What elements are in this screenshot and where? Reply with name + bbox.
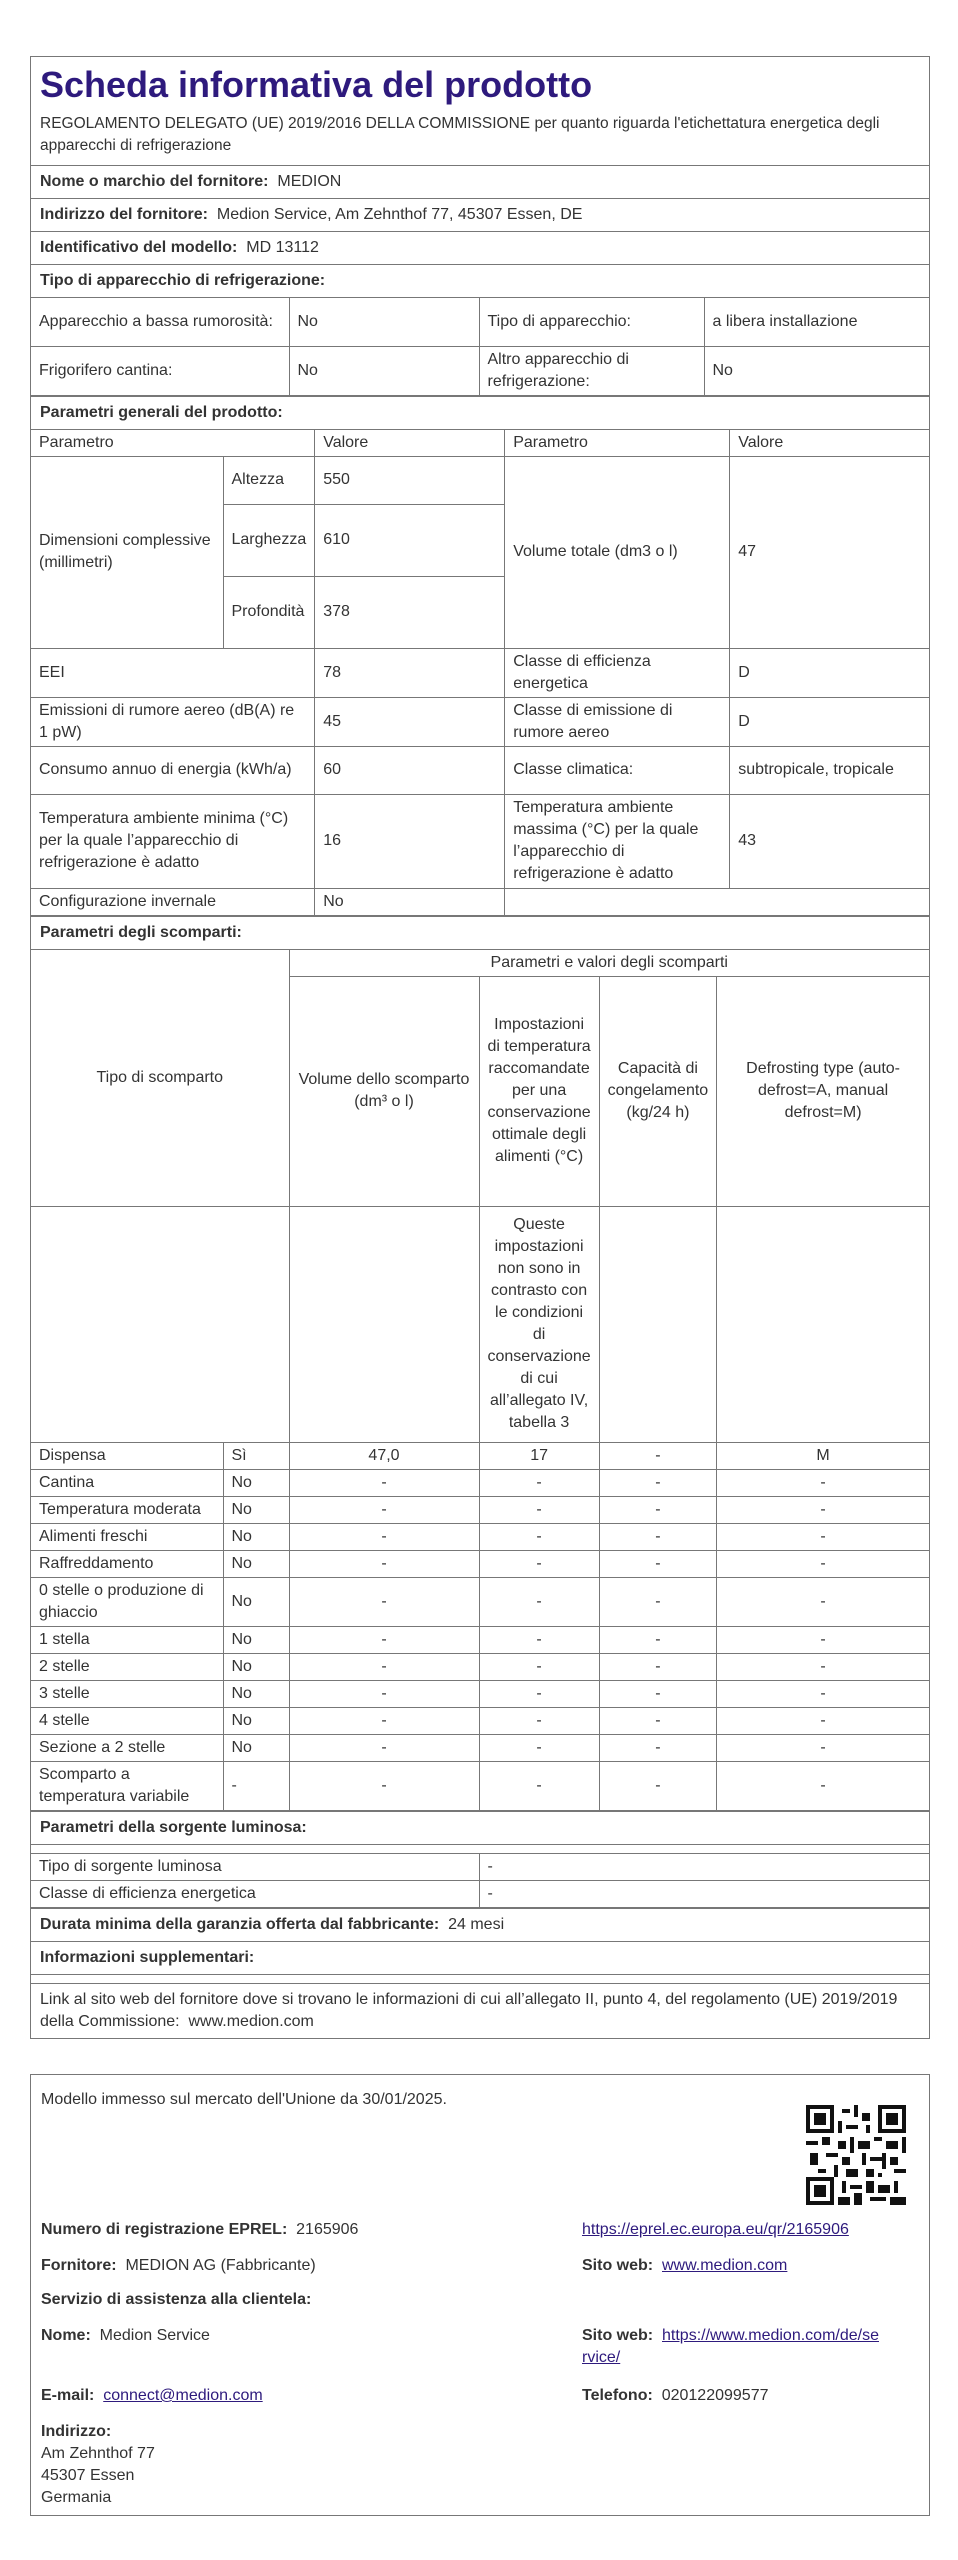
efficiency-class-label: Classe di efficienza energetica [505,648,730,697]
climate-class-value: subtropicale, tropicale [730,746,929,794]
compartment-row [31,1496,929,1523]
compartment-volume: - [289,1653,479,1680]
height-label: Altezza [223,456,315,504]
compartment-defrost: - [717,1577,929,1626]
compartment-name: Scomparto a temperatura variabile [31,1761,223,1810]
volume-value: 47 [730,456,929,648]
compartment-volume: - [289,1707,479,1734]
registration-box [30,2074,930,2516]
compartment-params-header: Parametri e valori degli scomparti [289,950,929,977]
compartment-defrost: - [717,1550,929,1577]
winter-config-label: Configurazione invernale [31,888,315,915]
compartment-freeze: - [599,1626,717,1653]
compartment-present: Sì [223,1442,289,1469]
compartment-volume: - [289,1761,479,1810]
compartment-freeze: - [599,1653,717,1680]
compartment-defrost: - [717,1761,929,1810]
type-value: a libera installazione [704,298,929,346]
compartment-present: No [223,1734,289,1761]
height-value: 550 [315,456,505,504]
service-heading: Servizio di assistenza alla clientela: [41,2291,312,2308]
compartment-defrost: - [717,1469,929,1496]
compartment-defrost: - [717,1734,929,1761]
general-params-table [31,430,929,916]
compartment-volume: - [289,1734,479,1761]
extra-info-row [31,1984,929,2038]
compartment-volume: - [289,1523,479,1550]
compartment-row [31,1761,929,1810]
eprel-link[interactable]: https://eprel.ec.europa.eu/qr/2165906 [582,2221,849,2238]
compartment-row [31,1577,929,1626]
service-web-label: Sito web: [582,2327,654,2344]
model-value: MD 13112 [246,239,319,256]
compartment-present: - [223,1761,289,1810]
postal-address [41,2421,155,2509]
eprel-label: Numero di registrazione EPREL: [41,2221,288,2238]
compartment-name: 4 stelle [31,1707,223,1734]
compartment-volume: - [289,1577,479,1626]
note-spacer-defrost [717,1206,929,1442]
qr-code-icon[interactable] [806,2105,906,2205]
compartment-volume: - [289,1626,479,1653]
temp-settings-note: Queste impostazioni non sono in contrasto con le condizioni di conservazione di cui all’allegato IV, tabella 3 [479,1206,599,1442]
tmax-label: Temperatura ambiente massima (°C) per la quale l’apparecchio di refrigerazione è adatto [505,794,730,888]
compartment-freeze: - [599,1734,717,1761]
light-class-value: - [479,1880,929,1907]
compartment-name: 2 stelle [31,1653,223,1680]
empty-cell [505,888,929,915]
defrost-type-header: Defrosting type (auto-defrost=A, manual defrost=M) [717,976,929,1206]
light-source-heading: Parametri della sorgente luminosa: [31,1811,929,1845]
compartment-freeze: - [599,1680,717,1707]
compartment-row [31,1680,929,1707]
compartment-defrost: - [717,1496,929,1523]
address-row [31,199,929,232]
compartment-row [31,1550,929,1577]
efficiency-class-value: D [730,648,929,697]
energy-value: 60 [315,746,505,794]
noise-class-value: D [730,697,929,746]
warranty-row [31,1908,929,1942]
note-spacer [31,1206,289,1442]
service-name-label: Nome: [41,2327,91,2344]
compartment-temp: - [479,1523,599,1550]
depth-label: Profondità [223,576,315,648]
tmin-label: Temperatura ambiente minima (°C) per la quale l’apparecchio di refrigerazione è adatto [31,794,315,888]
product-info-sheet [30,56,930,2039]
service-web-link[interactable]: https://www.medion.com/de/se [662,2327,879,2344]
depth-value: 378 [315,576,505,648]
compartment-present: No [223,1653,289,1680]
website-link[interactable]: www.medion.com [662,2257,788,2274]
compartment-row [31,1469,929,1496]
warranty-label: Durata minima della garanzia offerta dal fabbricante: [40,1915,440,1933]
light-type-label: Tipo di sorgente luminosa [31,1854,479,1881]
compartment-present: No [223,1523,289,1550]
noise-value: 45 [315,697,505,746]
compartment-row [31,1707,929,1734]
compartment-present: No [223,1707,289,1734]
regulation-subtitle: REGOLAMENTO DELEGATO (UE) 2019/2016 DELLA COMMISSIONE per quanto riguarda l'etichettatura energetica degli apparecchi di refrigerazione [31,111,929,166]
compartment-freeze: - [599,1577,717,1626]
supplier-value: MEDION [277,173,342,190]
compartment-present: No [223,1550,289,1577]
appliance-type-table [31,298,929,396]
supplier-row [31,166,929,199]
compartment-freeze: - [599,1469,717,1496]
freeze-capacity-header: Capacità di congelamento (kg/24 h) [599,976,717,1206]
market-text: Modello immesso sul mercato dell'Unione da 30/01/2025. [41,2091,447,2108]
compartment-present: No [223,1496,289,1523]
compartment-temp: - [479,1653,599,1680]
col-param-header-2: Parametro [505,430,730,457]
wine-value: No [289,346,479,395]
postal-address-line3: Germania [41,2489,112,2506]
supplier-footer-row [41,2255,316,2277]
note-spacer-vol [289,1206,479,1442]
energy-label: Consumo annuo di energia (kWh/a) [31,746,315,794]
compartment-temp: - [479,1626,599,1653]
other-appliance-label: Altro apparecchio di refrigerazione: [479,346,704,395]
compartment-name: Dispensa [31,1442,223,1469]
compartments-heading: Parametri degli scomparti: [31,916,929,950]
page-title: Scheda informativa del prodotto [40,64,593,105]
compartment-defrost: M [717,1442,929,1469]
compartment-volume: 47,0 [289,1442,479,1469]
compartment-name: Alimenti freschi [31,1523,223,1550]
model-label: Identificativo del modello: [40,239,238,256]
compartment-defrost: - [717,1523,929,1550]
compartment-freeze: - [599,1442,717,1469]
footer-supplier-label: Fornitore: [41,2257,117,2274]
noise-class-label: Classe di emissione di rumore aereo [505,697,730,746]
compartment-temp: - [479,1550,599,1577]
compartment-defrost: - [717,1626,929,1653]
volume-header: Volume dello scomparto (dm³ o l) [289,976,479,1206]
phone-value: 020122099577 [661,2387,769,2404]
compartment-row [31,1523,929,1550]
col-value-header: Valore [315,430,505,457]
dimensions-label: Dimensioni complessive (millimetri) [31,456,223,648]
model-row [31,232,929,265]
compartment-defrost: - [717,1680,929,1707]
compartment-present: No [223,1469,289,1496]
phone-label: Telefono: [582,2387,653,2404]
footer-supplier-value: MEDION AG (Fabbricante) [125,2257,316,2274]
compartment-name: Sezione a 2 stelle [31,1734,223,1761]
eprel-row [41,2219,358,2241]
compartment-row [31,1442,929,1469]
extra-info-heading: Informazioni supplementari: [31,1942,929,1975]
compartment-name: 0 stelle o produzione di ghiaccio [31,1577,223,1626]
service-web-link-cont[interactable]: rvice/ [582,2349,621,2366]
compartment-temp: 17 [479,1442,599,1469]
compartment-volume: - [289,1680,479,1707]
compartment-volume: - [289,1496,479,1523]
compartment-freeze: - [599,1550,717,1577]
website-row [582,2255,787,2277]
website-label: Sito web: [582,2257,654,2274]
compartment-temp: - [479,1469,599,1496]
compartment-present: No [223,1626,289,1653]
compartment-rows [31,1442,929,1810]
compartment-freeze: - [599,1761,717,1810]
compartment-temp: - [479,1707,599,1734]
extra-info-text: Link al sito web del fornitore dove si trovano le informazioni di cui all’allegato II, punto 4, del regolamento (UE) 2019/2019 della Commissione: [40,1990,898,2030]
compartment-row [31,1626,929,1653]
compartment-freeze: - [599,1523,717,1550]
temp-settings-header: Impostazioni di temperatura raccomandate per una conservazione ottimale degli alimenti (°C) [479,976,599,1206]
service-web-row [582,2325,879,2369]
low-noise-label: Apparecchio a bassa rumorosità: [31,298,289,346]
postal-address-line1: Am Zehnthof 77 [41,2445,155,2462]
light-class-label: Classe di efficienza energetica [31,1880,479,1907]
col-value-header-2: Valore [730,430,929,457]
appliance-type-heading: Tipo di apparecchio di refrigerazione: [31,265,929,298]
note-spacer-freeze [599,1206,717,1442]
compartment-type-header: Tipo di scomparto [31,950,289,1207]
warranty-value: 24 mesi [448,1915,505,1933]
width-label: Larghezza [223,504,315,576]
eprel-value: 2165906 [296,2221,359,2238]
compartment-temp: - [479,1577,599,1626]
supplier-label: Nome o marchio del fornitore: [40,173,269,190]
climate-class-label: Classe climatica: [505,746,730,794]
compartment-name: 3 stelle [31,1680,223,1707]
postal-address-line2: 45307 Essen [41,2467,135,2484]
phone-row [582,2385,768,2407]
eei-value: 78 [315,648,505,697]
light-type-value: - [479,1854,929,1881]
service-name-row [41,2325,210,2347]
address-value: Medion Service, Am Zehnthof 77, 45307 Essen, DE [216,206,583,223]
noise-label: Emissioni di rumore aereo (dB(A) re 1 pW) [31,697,315,746]
tmin-value: 16 [315,794,505,888]
service-name-value: Medion Service [99,2327,210,2344]
other-appliance-value: No [704,346,929,395]
postal-address-label: Indirizzo: [41,2423,112,2440]
compartment-present: No [223,1577,289,1626]
compartment-temp: - [479,1761,599,1810]
col-param-header: Parametro [31,430,315,457]
extra-info-url[interactable]: www.medion.com [188,2012,314,2030]
width-value: 610 [315,504,505,576]
winter-config-value: No [315,888,505,915]
light-source-table [31,1854,929,1908]
low-noise-value: No [289,298,479,346]
compartment-name: Temperatura moderata [31,1496,223,1523]
compartment-defrost: - [717,1707,929,1734]
compartment-defrost: - [717,1653,929,1680]
compartment-name: Cantina [31,1469,223,1496]
compartment-temp: - [479,1734,599,1761]
compartment-name: 1 stella [31,1626,223,1653]
compartment-name: Raffreddamento [31,1550,223,1577]
compartment-row [31,1734,929,1761]
compartment-present: No [223,1680,289,1707]
compartment-volume: - [289,1550,479,1577]
compartment-volume: - [289,1469,479,1496]
email-link[interactable]: connect@medion.com [103,2387,263,2404]
address-label: Indirizzo del fornitore: [40,206,208,223]
email-row [41,2385,263,2407]
compartment-freeze: - [599,1496,717,1523]
type-label: Tipo di apparecchio: [479,298,704,346]
compartment-temp: - [479,1496,599,1523]
volume-label: Volume totale (dm3 o l) [505,456,730,648]
compartment-row [31,1653,929,1680]
email-label: E-mail: [41,2387,95,2404]
wine-label: Frigorifero cantina: [31,346,289,395]
compartments-table [31,950,929,1811]
eei-label: EEI [31,648,315,697]
compartment-temp: - [479,1680,599,1707]
tmax-value: 43 [730,794,929,888]
compartment-freeze: - [599,1707,717,1734]
general-params-heading: Parametri generali del prodotto: [31,396,929,430]
